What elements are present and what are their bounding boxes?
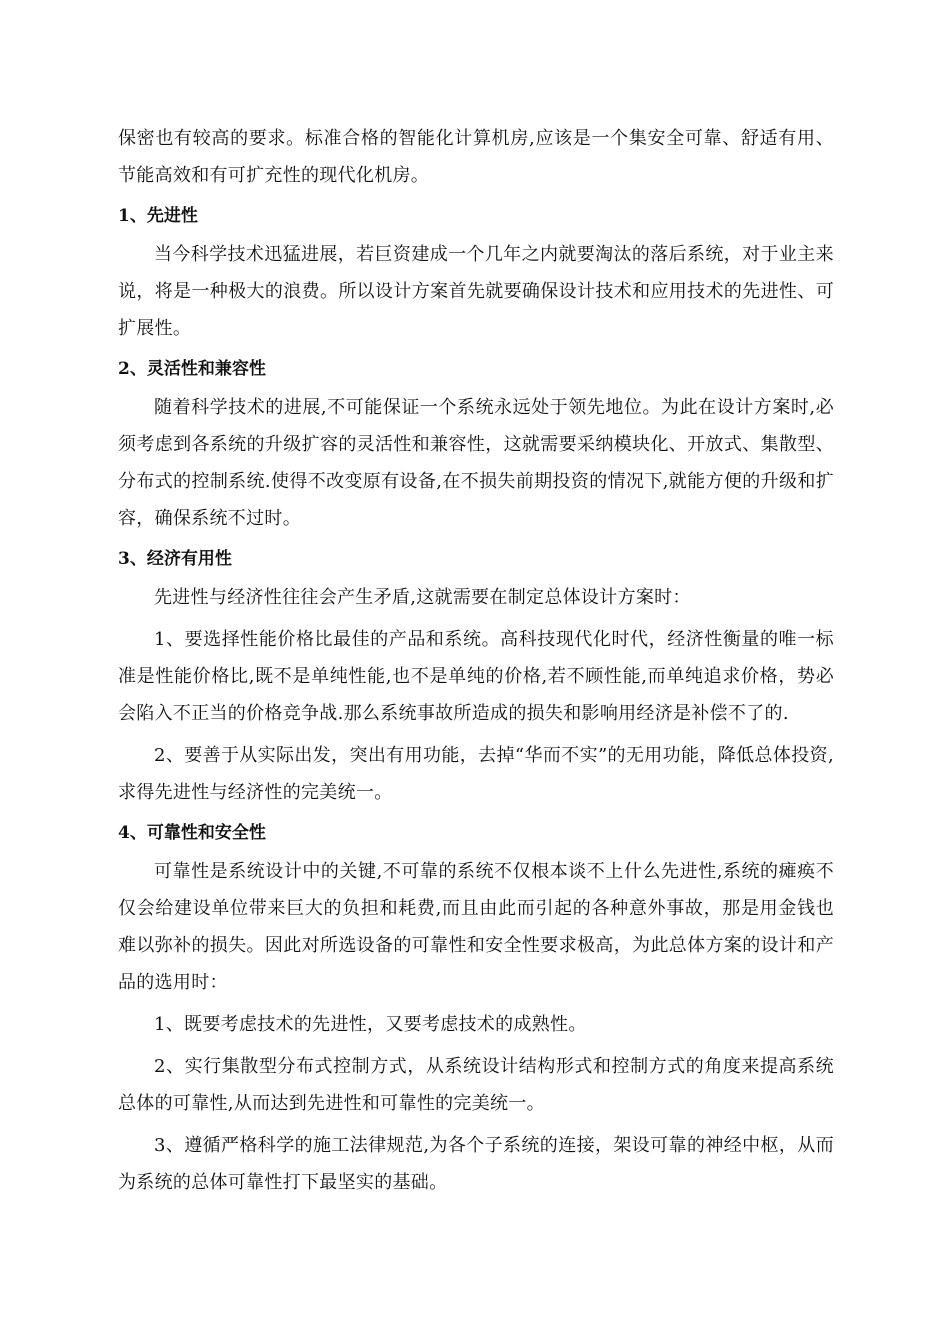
- section-reliability-paragraph-intro: 可靠性是系统设计中的关键,不可靠的系统不仅根本谈不上什么先进性,系统的瘫痪不仅会给建设单位带来巨大的负担和耗费,而且由此而引起的各种意外事故，那是用金钱也难以弥补的损失。因此对所选设备的可靠性和安全性要求极高，为此总体方案的设计和产品的选用时：: [118, 861, 834, 993]
- section-heading-reliability: 4、可靠性和安全性: [118, 823, 266, 843]
- section-reliability-paragraph-item-3: 3、遵循严格科学的施工法律规范,为各个子系统的连接，架设可靠的神经中枢，从而为系统的总体可靠性打下最坚实的基础。: [118, 1135, 834, 1193]
- intro-paragraph: 保密也有较高的要求。标准合格的智能化计算机房,应该是一个集安全可靠、舒适有用、节能高效和有可扩充性的现代化机房。: [118, 128, 834, 186]
- section-economy-paragraph-item-2: 2、要善于从实际出发，突出有用功能，去掉“华而不实”的无用功能，降低总体投资,求得先进性与经济性的完美统一。: [118, 745, 834, 803]
- section-heading-flexibility: 2、灵活性和兼容性: [118, 359, 266, 379]
- section-heading-advanced: 1、先进性: [118, 206, 198, 226]
- document-page: [118, 120, 834, 1206]
- section-reliability-paragraph-item-1: 1、既要考虑技术的先进性，又要考虑技术的成熟性。: [154, 1014, 587, 1035]
- section-reliability-paragraph-item-2: 2、实行集散型分布式控制方式，从系统设计结构形式和控制方式的角度来提高系统总体的可靠性,从而达到先进性和可靠性的完美统一。: [118, 1056, 834, 1114]
- section-economy-paragraph-intro: 先进性与经济性往往会产生矛盾,这就需要在制定总体设计方案时：: [154, 587, 691, 608]
- section-heading-economy: 3、经济有用性: [118, 549, 232, 569]
- section-economy-paragraph-item-1: 1、要选择性能价格比最佳的产品和系统。高科技现代化时代，经济性衡量的唯一标准是性能价格比,既不是单纯性能,也不是单纯的价格,若不顾性能,而单纯追求价格，势必会陷入不正当的价格竞争战.那么系统事故所造成的损失和影响用经济是补偿不了的.: [118, 629, 834, 724]
- section-advanced-paragraph: 当今科学技术迅猛进展，若巨资建成一个几年之内就要淘汰的落后系统，对于业主来说，将是一种极大的浪费。所以设计方案首先就要确保设计技术和应用技术的先进性、可扩展性。: [118, 244, 834, 339]
- section-flexibility-paragraph: 随着科学技术的进展,不可能保证一个系统永远处于领先地位。为此在设计方案时,必须考虑到各系统的升级扩容的灵活性和兼容性，这就需要采纳模块化、开放式、集散型、分布式的控制系统.使得不改变原有设备,在不损失前期投资的情况下,就能方便的升级和扩容，确保系统不过时。: [118, 397, 834, 529]
